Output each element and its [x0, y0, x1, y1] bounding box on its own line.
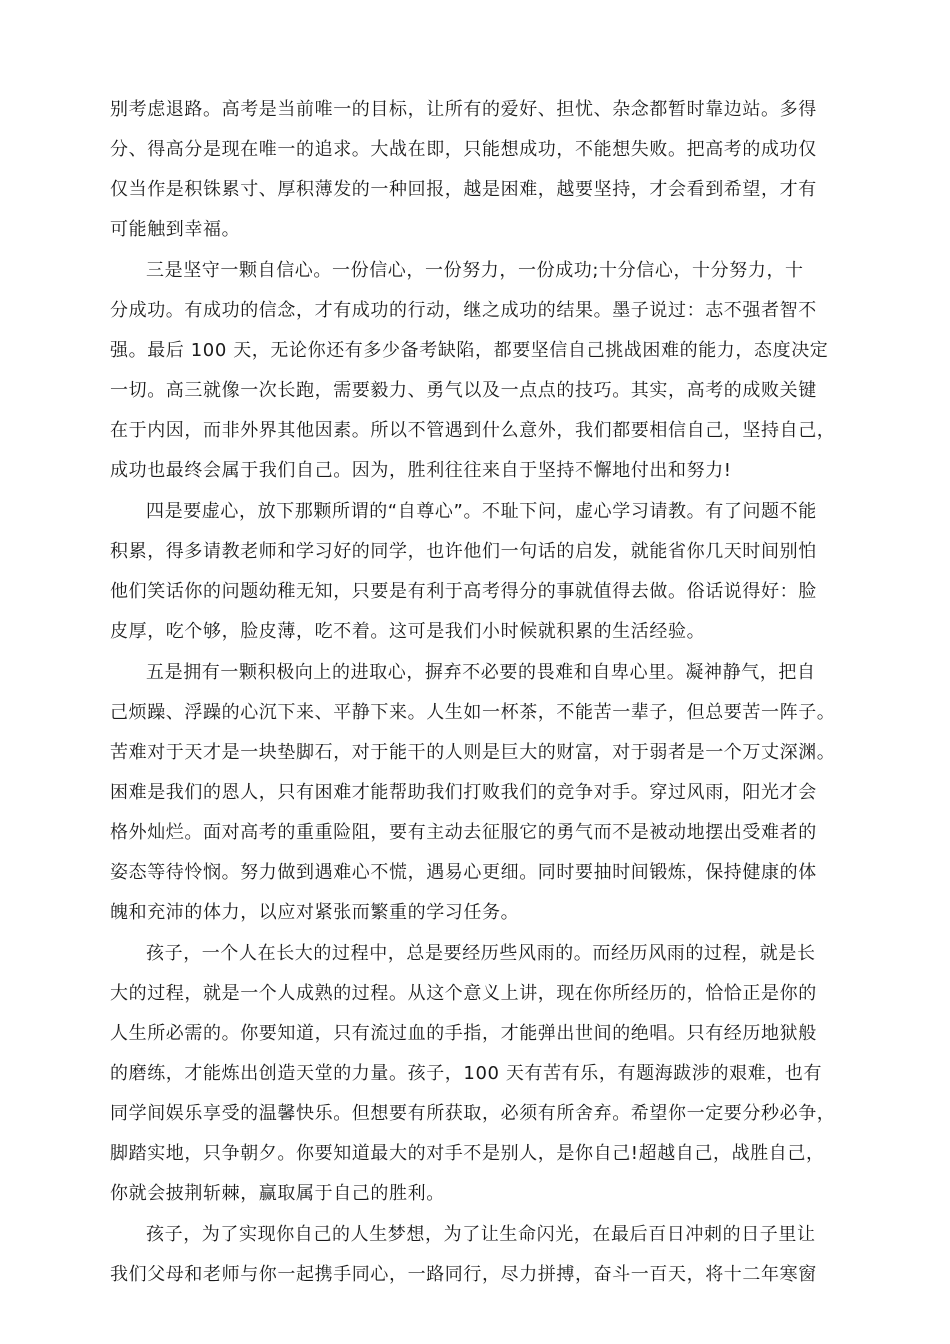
text-line: 皮厚，吃个够，脸皮薄，吃不着。这可是我们小时候就积累的生活经验。 — [110, 621, 706, 642]
text-line: 他们笑话你的问题幼稚无知，只要是有利于高考得分的事就值得去做。俗话说得好：脸 — [110, 581, 817, 602]
text-line: 一切。高三就像一次长跑，需要毅力、勇气以及一点点的技巧。其实，高考的成败关键 — [110, 380, 817, 401]
text-line: 三是坚守一颗自信心。一份信心，一份努力，一份成功;十分信心，十分努力，十 — [146, 260, 804, 281]
text-line: 己烦躁、浮躁的心沉下来、平静下来。人生如一杯茶，不能苦一辈子，但总要苦一阵子。 — [110, 702, 836, 723]
text-line: 苦难对于天才是一块垫脚石，对于能干的人则是巨大的财富，对于弱者是一个万丈深渊。 — [110, 742, 836, 763]
text-line: 人生所必需的。你要知道，只有流过血的手指，才能弹出世间的绝唱。只有经历地狱般 — [110, 1023, 817, 1044]
text-line: 五是拥有一颗积极向上的进取心，摒弃不必要的畏难和自卑心里。凝神静气，把自 — [146, 662, 816, 683]
text-line: 我们父母和老师与你一起携手同心，一路同行，尽力拼搏，奋斗一百天，将十二年寒窗 — [110, 1264, 817, 1285]
text-line: 困难是我们的恩人，只有困难才能帮助我们打败我们的竞争对手。穿过风雨，阳光才会 — [110, 782, 817, 803]
text-line: 分成功。有成功的信念，才有成功的行动，继之成功的结果。墨子说过：志不强者智不 — [110, 300, 817, 321]
text-line: 强。最后 100 天，无论你还有多少备考缺陷，都要坚信自己挑战困难的能力，态度决定 — [110, 340, 829, 361]
text-line: 积累，得多请教老师和学习好的同学，也许他们一句话的启发，就能省你几天时间别怕 — [110, 541, 817, 562]
text-line: 你就会披荆斩棘，赢取属于自己的胜利。 — [110, 1183, 445, 1204]
text-line: 孩子，为了实现你自己的人生梦想，为了让生命闪光，在最后百日冲刺的日子里让 — [146, 1224, 816, 1245]
text-line: 大的过程，就是一个人成熟的过程。从这个意义上讲，现在你所经历的，恰恰正是你的 — [110, 983, 817, 1004]
text-line: 成功也最终会属于我们自己。因为，胜利往往来自于坚持不懈地付出和努力! — [110, 460, 732, 481]
text-line: 在于内因，而非外界其他因素。所以不管遇到什么意外，我们都要相信自己，坚持自己， — [110, 420, 836, 441]
text-line: 的磨练，才能炼出创造天堂的力量。孩子，100 天有苦有乐，有题海跋涉的艰难，也有 — [110, 1063, 823, 1084]
text-line: 魄和充沛的体力，以应对紧张而繁重的学习任务。 — [110, 902, 520, 923]
text-line: 同学间娱乐享受的温馨快乐。但想要有所获取，必须有所舍弃。希望你一定要分秒必争， — [110, 1103, 836, 1124]
text-line: 脚踏实地，只争朝夕。你要知道最大的对手不是别人，是你自己!超越自己，战胜自己， — [110, 1143, 825, 1164]
text-line: 别考虑退路。高考是当前唯一的目标，让所有的爱好、担忧、杂念都暂时靠边站。多得 — [110, 99, 817, 120]
text-line: 姿态等待怜悯。努力做到遇难心不慌，遇易心更细。同时要抽时间锻炼，保持健康的体 — [110, 862, 817, 883]
text-line: 分、得高分是现在唯一的追求。大战在即，只能想成功，不能想失败。把高考的成功仅 — [110, 139, 817, 160]
text-line: 可能触到幸福。 — [110, 219, 241, 240]
text-line: 格外灿烂。面对高考的重重险阻，要有主动去征服它的勇气而不是被动地摆出受难者的 — [110, 822, 817, 843]
text-line: 四是要虚心，放下那颗所谓的“自尊心”。不耻下问，虚心学习请教。有了问题不能 — [146, 501, 817, 522]
text-line: 孩子，一个人在长大的过程中，总是要经历些风雨的。而经历风雨的过程，就是长 — [146, 943, 816, 964]
text-line: 仅当作是积铢累寸、厚积薄发的一种回报，越是困难，越要坚持，才会看到希望，才有 — [110, 179, 817, 200]
